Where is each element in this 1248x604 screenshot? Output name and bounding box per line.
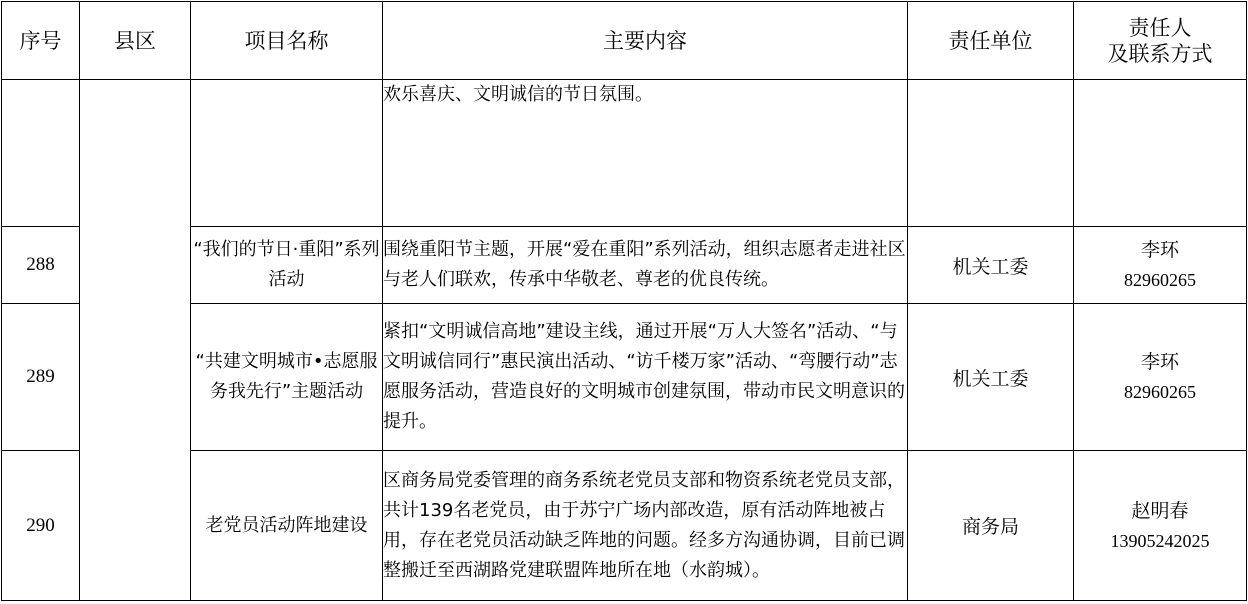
row-seq: 290 [2, 451, 80, 601]
row-person [1074, 227, 1247, 304]
row-person [1074, 80, 1247, 227]
row-unit: 机关工委 [908, 227, 1074, 304]
header-person-line2: 及联系方式 [1107, 41, 1213, 66]
row-content: 区商务局党委管理的商务系统老党员支部和物资系统老党员支部，共计139名老党员，由于苏宁广场内部改造，原有活动阵地被占用，存在老党员活动缺乏阵地的问题。经多方沟通协调，目前已调整搬迁至西湖路党建联盟阵地所在地（水韵城）。 [383, 451, 908, 601]
person-name: 赵明春 [1131, 499, 1189, 522]
row-seq: 288 [2, 227, 80, 304]
person-name: 李环 [1140, 351, 1179, 373]
row-project: “我们的节日·重阳”系列活动 [191, 227, 383, 304]
header-row [2, 2, 1247, 80]
county-cell [80, 80, 191, 601]
person-phone: 82960265 [1124, 270, 1196, 290]
row-person [1074, 304, 1247, 451]
header-content: 主要内容 [383, 2, 908, 80]
header-seq: 序号 [2, 2, 80, 80]
row-seq [2, 80, 80, 227]
table-row [2, 80, 1247, 227]
person-phone: 13905242025 [1110, 530, 1210, 551]
row-unit: 商务局 [908, 451, 1074, 601]
row-seq: 289 [2, 304, 80, 451]
header-unit: 责任单位 [908, 2, 1074, 80]
row-person [1074, 451, 1247, 601]
row-unit: 机关工委 [908, 304, 1074, 451]
header-county: 县区 [80, 2, 191, 80]
row-content: 围绕重阳节主题，开展“爱在重阳”系列活动，组织志愿者走进社区与老人们联欢，传承中华敬老、尊老的优良传统。 [383, 227, 908, 304]
project-table [1, 1, 1247, 601]
row-unit [908, 80, 1074, 227]
person-phone: 82960265 [1124, 382, 1196, 402]
row-project: “共建文明城市•志愿服务我先行”主题活动 [191, 304, 383, 451]
row-project: 老党员活动阵地建设 [191, 451, 383, 601]
person-name: 李环 [1140, 239, 1179, 261]
row-content: 欢乐喜庆、文明诚信的节日氛围。 [383, 80, 908, 227]
header-person-line1: 责任人 [1128, 15, 1192, 40]
row-project [191, 80, 383, 227]
header-project: 项目名称 [191, 2, 383, 80]
header-person [1074, 2, 1247, 80]
row-content: 紧扣“文明诚信高地”建设主线，通过开展“万人大签名”活动、“与文明诚信同行”惠民演出活动、“访千楼万家”活动、“弯腰行动”志愿服务活动，营造良好的文明城市创建氛围，带动市民文明意识的提升。 [383, 304, 908, 451]
